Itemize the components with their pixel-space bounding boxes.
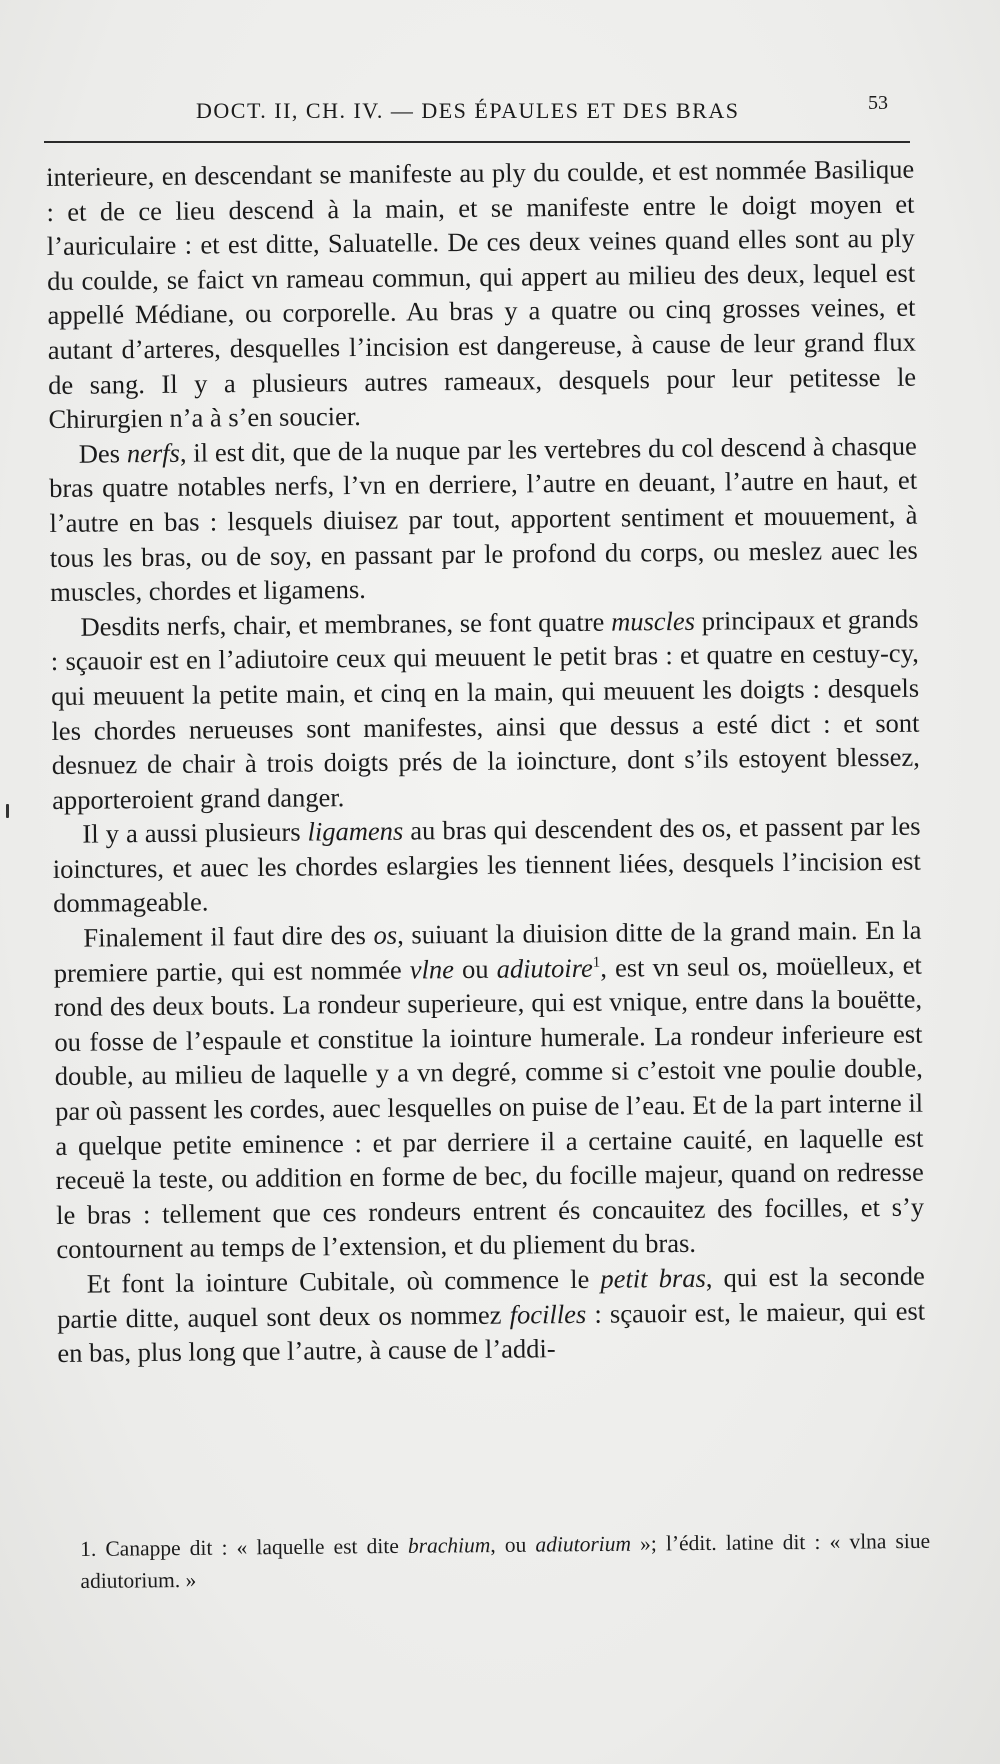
term-os: os [373,919,398,950]
term-focilles: focilles [509,1298,587,1330]
header-rule [44,141,910,143]
term-muscles: muscles [610,605,696,637]
footnote-reference[interactable]: 1 [592,954,601,971]
paragraph-6 [57,1259,926,1371]
paragraph-4-text-b: au bras qui descendent des os, et passent par les ioinctures, et auec les chordes eslargies les tiennent liées, desquels l’incision est dommageable. [52,810,921,919]
term-petit-bras: petit bras [600,1262,706,1294]
paragraph-5-text-c: ou [453,953,497,984]
paragraph-1-text: interieure, en descendant se manifeste au ply du coulde, et est nommée Basilique : et de ce lieu descend à la main, et se manifeste entre le doigt moyen et l’auriculaire : et est ditte, Saluatelle. De ces deux veines quand elles sont au ply du coulde, se faict vn rameau commun, qui appert au milieu des deux, lequel est appellé Médiane, ou corporelle. Au bras y a quatre ou cinq grosses veines, et autant d’arteres, desquelles l’incision est dangereuse, à cause de leur grand flux de sang. Il y a plusieurs autres rameaux, desquels pour leur petitesse le Chirurgien n’a à s’en soucier. [46,153,917,435]
page-header [44,92,910,132]
paragraph-5 [53,913,924,1267]
paragraph-4 [52,809,921,921]
running-head: DOCT. II, CH. IV. — DES ÉPAULES ET DES BRAS [196,98,740,123]
paragraph-5-text-d: , est vn seul os, moüelleux, et rond des deux bouts. La rondeur superieure, qui est vnique, entre dans la bouëtte, ou fosse de l’espaule et constitue la iointure humerale. La rondeur inferieure est double, au milieu de laquelle y a vn degré, comme si c’estoit vne poulie double, par où passent les cordes, auec lesquelles on puise de l’eau. Et de la part interne il a quelque petite eminence : et par derriere il a certaine cauité, en laquelle est receuë la teste, ou addition en forme de bec, du focille majeur, quand on redresse le bras : tellement que ces rondeurs entrent és concauitez des focilles, et s’y contournent au temps de l’extension, et du pliement du bras. [53,949,925,1265]
margin-mark [6,804,9,818]
paragraph-2-text-a: Des [78,437,128,469]
page-number: 53 [868,92,888,114]
footnote [80,1525,931,1597]
footnote-text-c: »; l’édit. latine dit : « vlna siue adiutorium. » [80,1528,931,1593]
paragraph-5-text-b: , suiuant la diuision ditte de la grand main. En la premiere partie, qui est nommée [53,914,922,988]
term-adiutoire: adiutoire [496,952,593,984]
footnote-text [80,1525,931,1597]
paragraph-1 [46,152,917,437]
paragraph-6-text-c: : sçauoir est, le maieur, qui est en bas, plus long que l’autre, à cause de l’addi- [57,1295,926,1369]
paragraph-3-text-b: principaux et grands : sçauoir est en l’adiutoire ceux qui meuuent le petit bras : et quatre en cestuy-cy, qui meuuent la petite main, et cinq en la main, qui meuuent les doigts : desquels les chordes nerueuses sont manifestes, ainsi que dessus a esté dict : et sont desnuez de chair à trois doigts prés de la ioincture, dont s’ils estoyent blessez, apporteroient grand danger. [50,603,920,815]
paragraph-4-text-a: Il y a aussi plusieurs [82,816,308,849]
paragraph-3 [50,601,920,817]
main-text [46,152,926,1371]
term-nerfs: nerfs [126,437,181,468]
footnote-text-b: , ou [490,1532,536,1558]
paragraph-6-text-a: Et font la iointure Cubitale, où commence le [86,1263,601,1299]
paragraph-2-text-b: , il est dit, que de la nuque par les vertebres du col descend à chasque bras quatre notables nerfs, l’vn en derriere, l’autre en deuant, l’autre en haut, et l’autre en bas : lesquels diuisez par tout, apportent sentiment et mouuement, à tous les bras, ou de soy, en passant par le profond du corps, ou meslez auec les muscles, chordes et ligamens. [49,430,918,608]
term-vlne: vlne [409,953,455,985]
paragraph-6-text-b: , qui est la seconde partie ditte, auquel sont deux os nommez [56,1260,925,1334]
footnote-text-a: 1. Canappe dit : « laquelle est dite [80,1533,409,1561]
footnote-term-brachium: brachium [407,1533,491,1558]
term-ligamens: ligamens [307,815,404,847]
footnote-term-adiutorium: adiutorium [535,1531,632,1557]
paragraph-2 [49,428,919,609]
paragraph-5-text-a: Finalement il faut dire des [83,919,374,953]
paragraph-3-text-a: Desdits nerfs, chair, et membranes, se font quatre [80,606,612,642]
